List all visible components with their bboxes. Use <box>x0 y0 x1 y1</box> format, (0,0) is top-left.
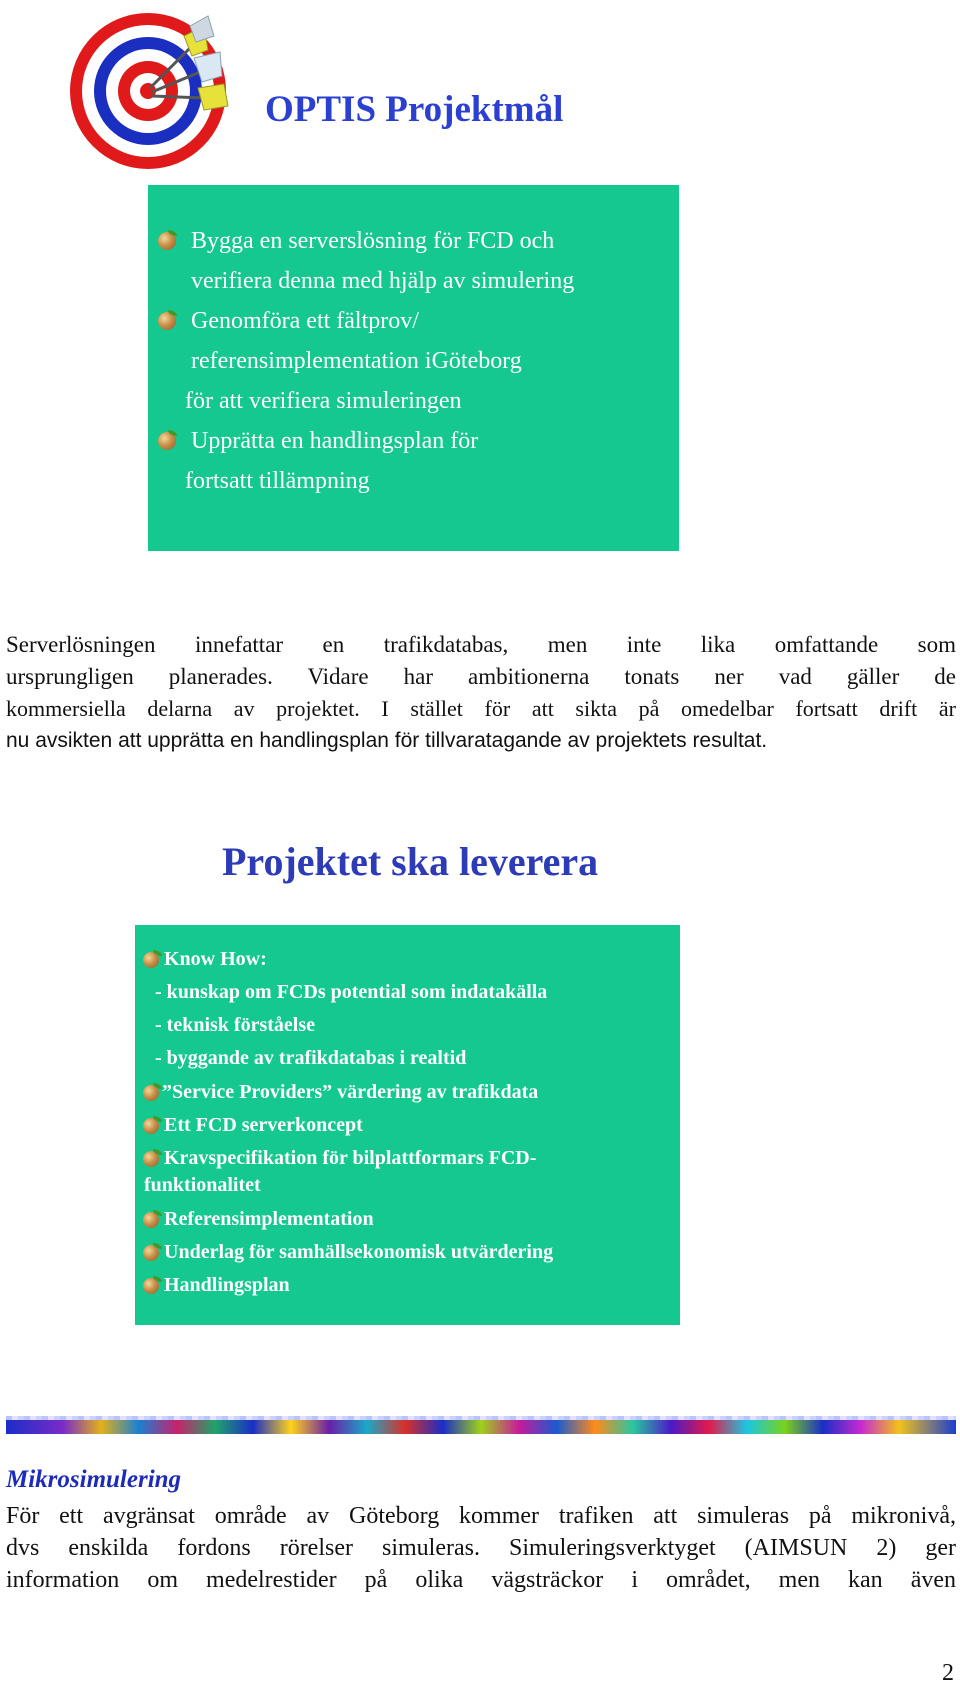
goal-line: fortsatt tillämpning <box>185 468 370 494</box>
deliverable-line: ”Service Providers” värdering av trafikdata <box>162 1081 539 1103</box>
deliverables-box <box>135 925 680 1325</box>
goal-line: Bygga en serverslösning för FCD och <box>191 228 555 254</box>
deliverable-line: funktionalitet <box>144 1174 261 1196</box>
target-logo <box>68 6 243 176</box>
deliverable-line: Referensimplementation <box>164 1208 374 1230</box>
deliverable-line: Know How: <box>164 948 267 970</box>
section-heading: Mikrosimulering <box>6 1466 182 1493</box>
deliverable-line: Handlingsplan <box>164 1274 290 1296</box>
deliverable-line: - kunskap om FCDs potential som indatakälla <box>155 981 548 1003</box>
section-line: information om medelrestider på olika vägsträckor i området, men kan även <box>6 1567 956 1593</box>
deliverables-title: Projektet ska leverera <box>222 839 599 884</box>
goal-line: Upprätta en handlingsplan för <box>191 428 479 454</box>
decorative-divider <box>6 1420 956 1434</box>
goal-line: verifiera denna med hjälp av simulering <box>191 268 575 294</box>
deliverable-line: Underlag för samhällsekonomisk utvärdering <box>164 1241 554 1263</box>
paragraph-line: kommersiella delarna av projektet. I stället för att sikta på omedelbar fortsatt drift är <box>6 696 956 721</box>
section-line: För ett avgränsat område av Göteborg kommer trafiken att simuleras på mikronivå, <box>6 1503 956 1529</box>
deliverable-line: - teknisk förståelse <box>155 1014 315 1036</box>
goal-line: Genomföra ett fältprov/ <box>191 308 419 334</box>
paragraph-line: Serverlösningen innefattar en trafikdatabas, men inte lika omfattande som <box>6 632 956 657</box>
bullseye-darts-icon <box>68 6 243 176</box>
goal-line: för att verifiera simuleringen <box>185 388 462 414</box>
goal-line: referensimplementation iGöteborg <box>191 348 522 374</box>
deliverable-line: Kravspecifikation för bilplattformars FCD- <box>164 1147 537 1169</box>
section-line: dvs enskilda fordons rörelser simuleras. Simuleringsverktyget (AIMSUN 2) ger <box>6 1535 956 1561</box>
deliverable-line: - byggande av trafikdatabas i realtid <box>155 1047 467 1069</box>
page-number: 2 <box>942 1660 954 1686</box>
paragraph-line: ursprungligen planerades. Vidare har ambitionerna tonats ner vad gäller de <box>6 664 956 689</box>
slide-goals-box <box>148 185 679 551</box>
slide-title: OPTIS Projektmål <box>265 89 564 130</box>
paragraph-line: nu avsikten att upprätta en handlingsplan för tillvaratagande av projektets resultat. <box>6 729 768 752</box>
deliverable-line: Ett FCD serverkoncept <box>164 1114 363 1136</box>
